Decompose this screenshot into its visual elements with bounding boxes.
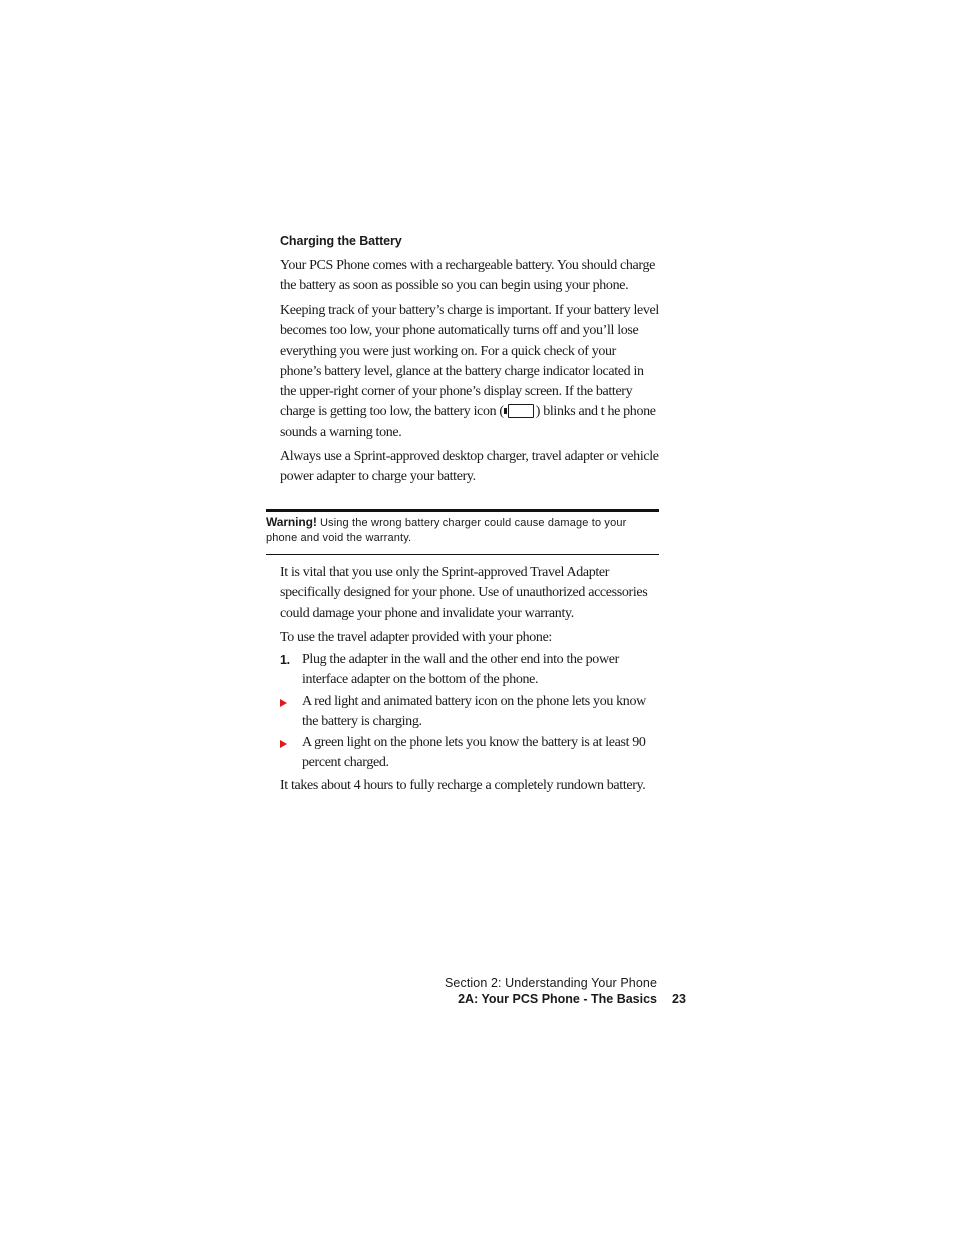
tracking-text-before-icon: Keeping track of your battery’s charge is important. If your battery level becomes too low, your phone automatically turns off and you’ll lose everything you were just working on. For a quick check of your phone’s battery level, glance at the battery charge indicator located in the upper-right corner of your phone’s display screen. If the battery charge is getting too low, the battery icon ( — [280, 303, 659, 420]
recharge-time-text: It takes about 4 hours to fully recharge a completely rundown battery. — [280, 778, 646, 793]
page-number: 23 — [672, 992, 686, 1006]
intro-text: Your PCS Phone comes with a rechargeable battery. You should charge the battery as soon as possible so you can begin using your phone. — [280, 258, 655, 294]
approved-charger-paragraph — [280, 447, 660, 488]
recharge-time-paragraph — [280, 776, 660, 796]
section-heading: Charging the Battery — [280, 234, 402, 248]
warning-label: Warning! — [266, 515, 317, 529]
bullet-text: A green light on the phone lets you know the battery is at least 90 percent charged. — [302, 735, 646, 770]
red-arrow-bullet-icon — [280, 699, 287, 707]
intro-paragraph — [280, 256, 660, 297]
red-arrow-bullet-icon — [280, 740, 287, 748]
footer-section-title: Section 2: Understanding Your Phone — [445, 976, 657, 990]
to-use-paragraph — [280, 628, 660, 648]
vital-paragraph — [280, 563, 660, 624]
battery-terminal — [504, 408, 507, 414]
warning-message: Using the wrong battery charger could cause damage to your phone and void the warranty. — [266, 517, 627, 544]
to-use-text: To use the travel adapter provided with your phone: — [280, 630, 552, 645]
approved-charger-text: Always use a Sprint-approved desktop charger, travel adapter or vehicle power adapter to charge your battery. — [280, 449, 659, 485]
tracking-text-after-icon: ) blinks and t he phone sounds a warning tone. — [280, 404, 656, 440]
footer-chapter-title: 2A: Your PCS Phone - The Basics — [458, 992, 657, 1006]
step-number: 1. — [280, 653, 290, 667]
low-battery-icon — [508, 404, 534, 418]
bullet-text: A red light and animated battery icon on the phone lets you know the battery is charging. — [302, 694, 646, 729]
battery-tracking-paragraph — [280, 301, 660, 443]
warning-text — [266, 515, 659, 545]
step-text: Plug the adapter in the wall and the other end into the power interface adapter on the bottom of the phone. — [302, 652, 619, 687]
vital-text: It is vital that you use only the Sprint-approved Travel Adapter specifically designed for your phone. Use of unauthorized accessories could damage your phone and invalidate your warranty. — [280, 565, 648, 621]
warning-box — [266, 509, 659, 555]
battery-tracking-text — [280, 301, 660, 443]
